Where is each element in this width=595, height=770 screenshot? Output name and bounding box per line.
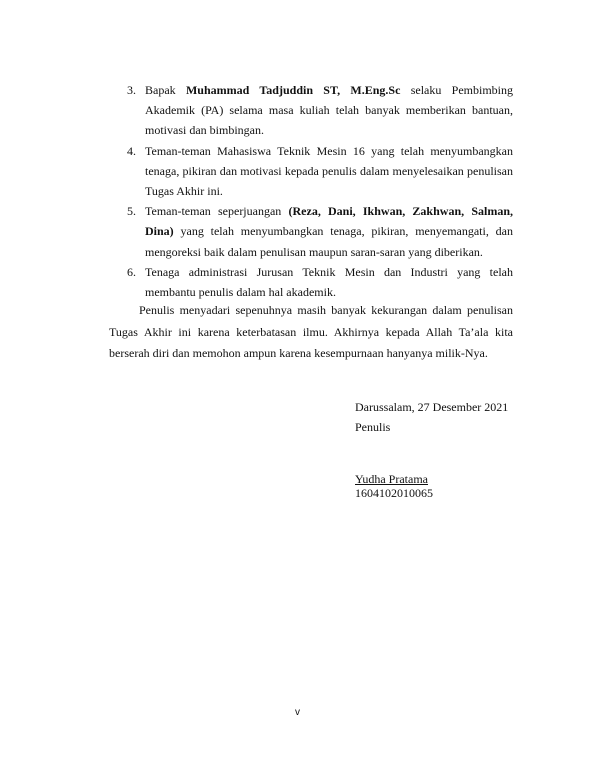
page-number: v [295,707,300,718]
item-text-bold: Muhammad Tadjuddin ST, M.Eng.Sc [185,83,401,97]
item-text-post: yang telah menyumbangkan tenaga, pikiran, menyemangati, dan mengoreksi baik dalam penulisan maupun saran-saran yang diberikan. [145,224,513,259]
item-text-post: selaku Pembimbing Akademik (PA) selama masa kuliah telah banyak memberikan bantuan, motivasi dan bimbingan. [145,83,514,138]
item-text-pre: Bapak [145,83,186,97]
place-date: Darussalam, 27 Desember 2021 [355,400,509,414]
list-item [127,141,513,202]
list-item [127,80,514,141]
item-number: 6. [127,264,136,279]
signer-name: Yudha Pratama [355,472,428,486]
list-item [127,262,513,302]
item-number: 5. [127,204,136,219]
list-item [127,201,513,262]
item-number: 3. [127,83,136,97]
signature-block [355,397,525,500]
acknowledgement-list [127,80,514,302]
signer-nim: 1604102010065 [355,486,433,500]
item-text-pre: Tenaga administrasi Jurusan Teknik Mesin dan Industri yang telah membantu penulis dalam hal akademik. [145,264,513,300]
item-text-bold: (Reza, Dani, Ikhwan, Zakhwan, Salman, Dina) [145,204,513,239]
item-text-pre: Teman-teman seperjuangan [145,204,289,219]
closing-paragraph: Penulis menyadari sepenuhnya masih banyak kekurangan dalam penulisan Tugas Akhir ini karena keterbatasan ilmu. Akhirnya kepada Allah Ta’ala kita berserah diri dan memohon ampun karena kesempurnaan hanyanya milik-Nya. [109,303,513,360]
item-number: 4. [127,143,136,158]
item-text-pre: Teman-teman Mahasiswa Teknik Mesin 16 yang telah menyumbangkan tenaga, pikiran dan motivasi kepada penulis dalam menyelesaikan penulisan Tugas Akhir ini. [145,143,513,199]
signature-role: Penulis [355,420,391,434]
signature-space [355,437,525,472]
